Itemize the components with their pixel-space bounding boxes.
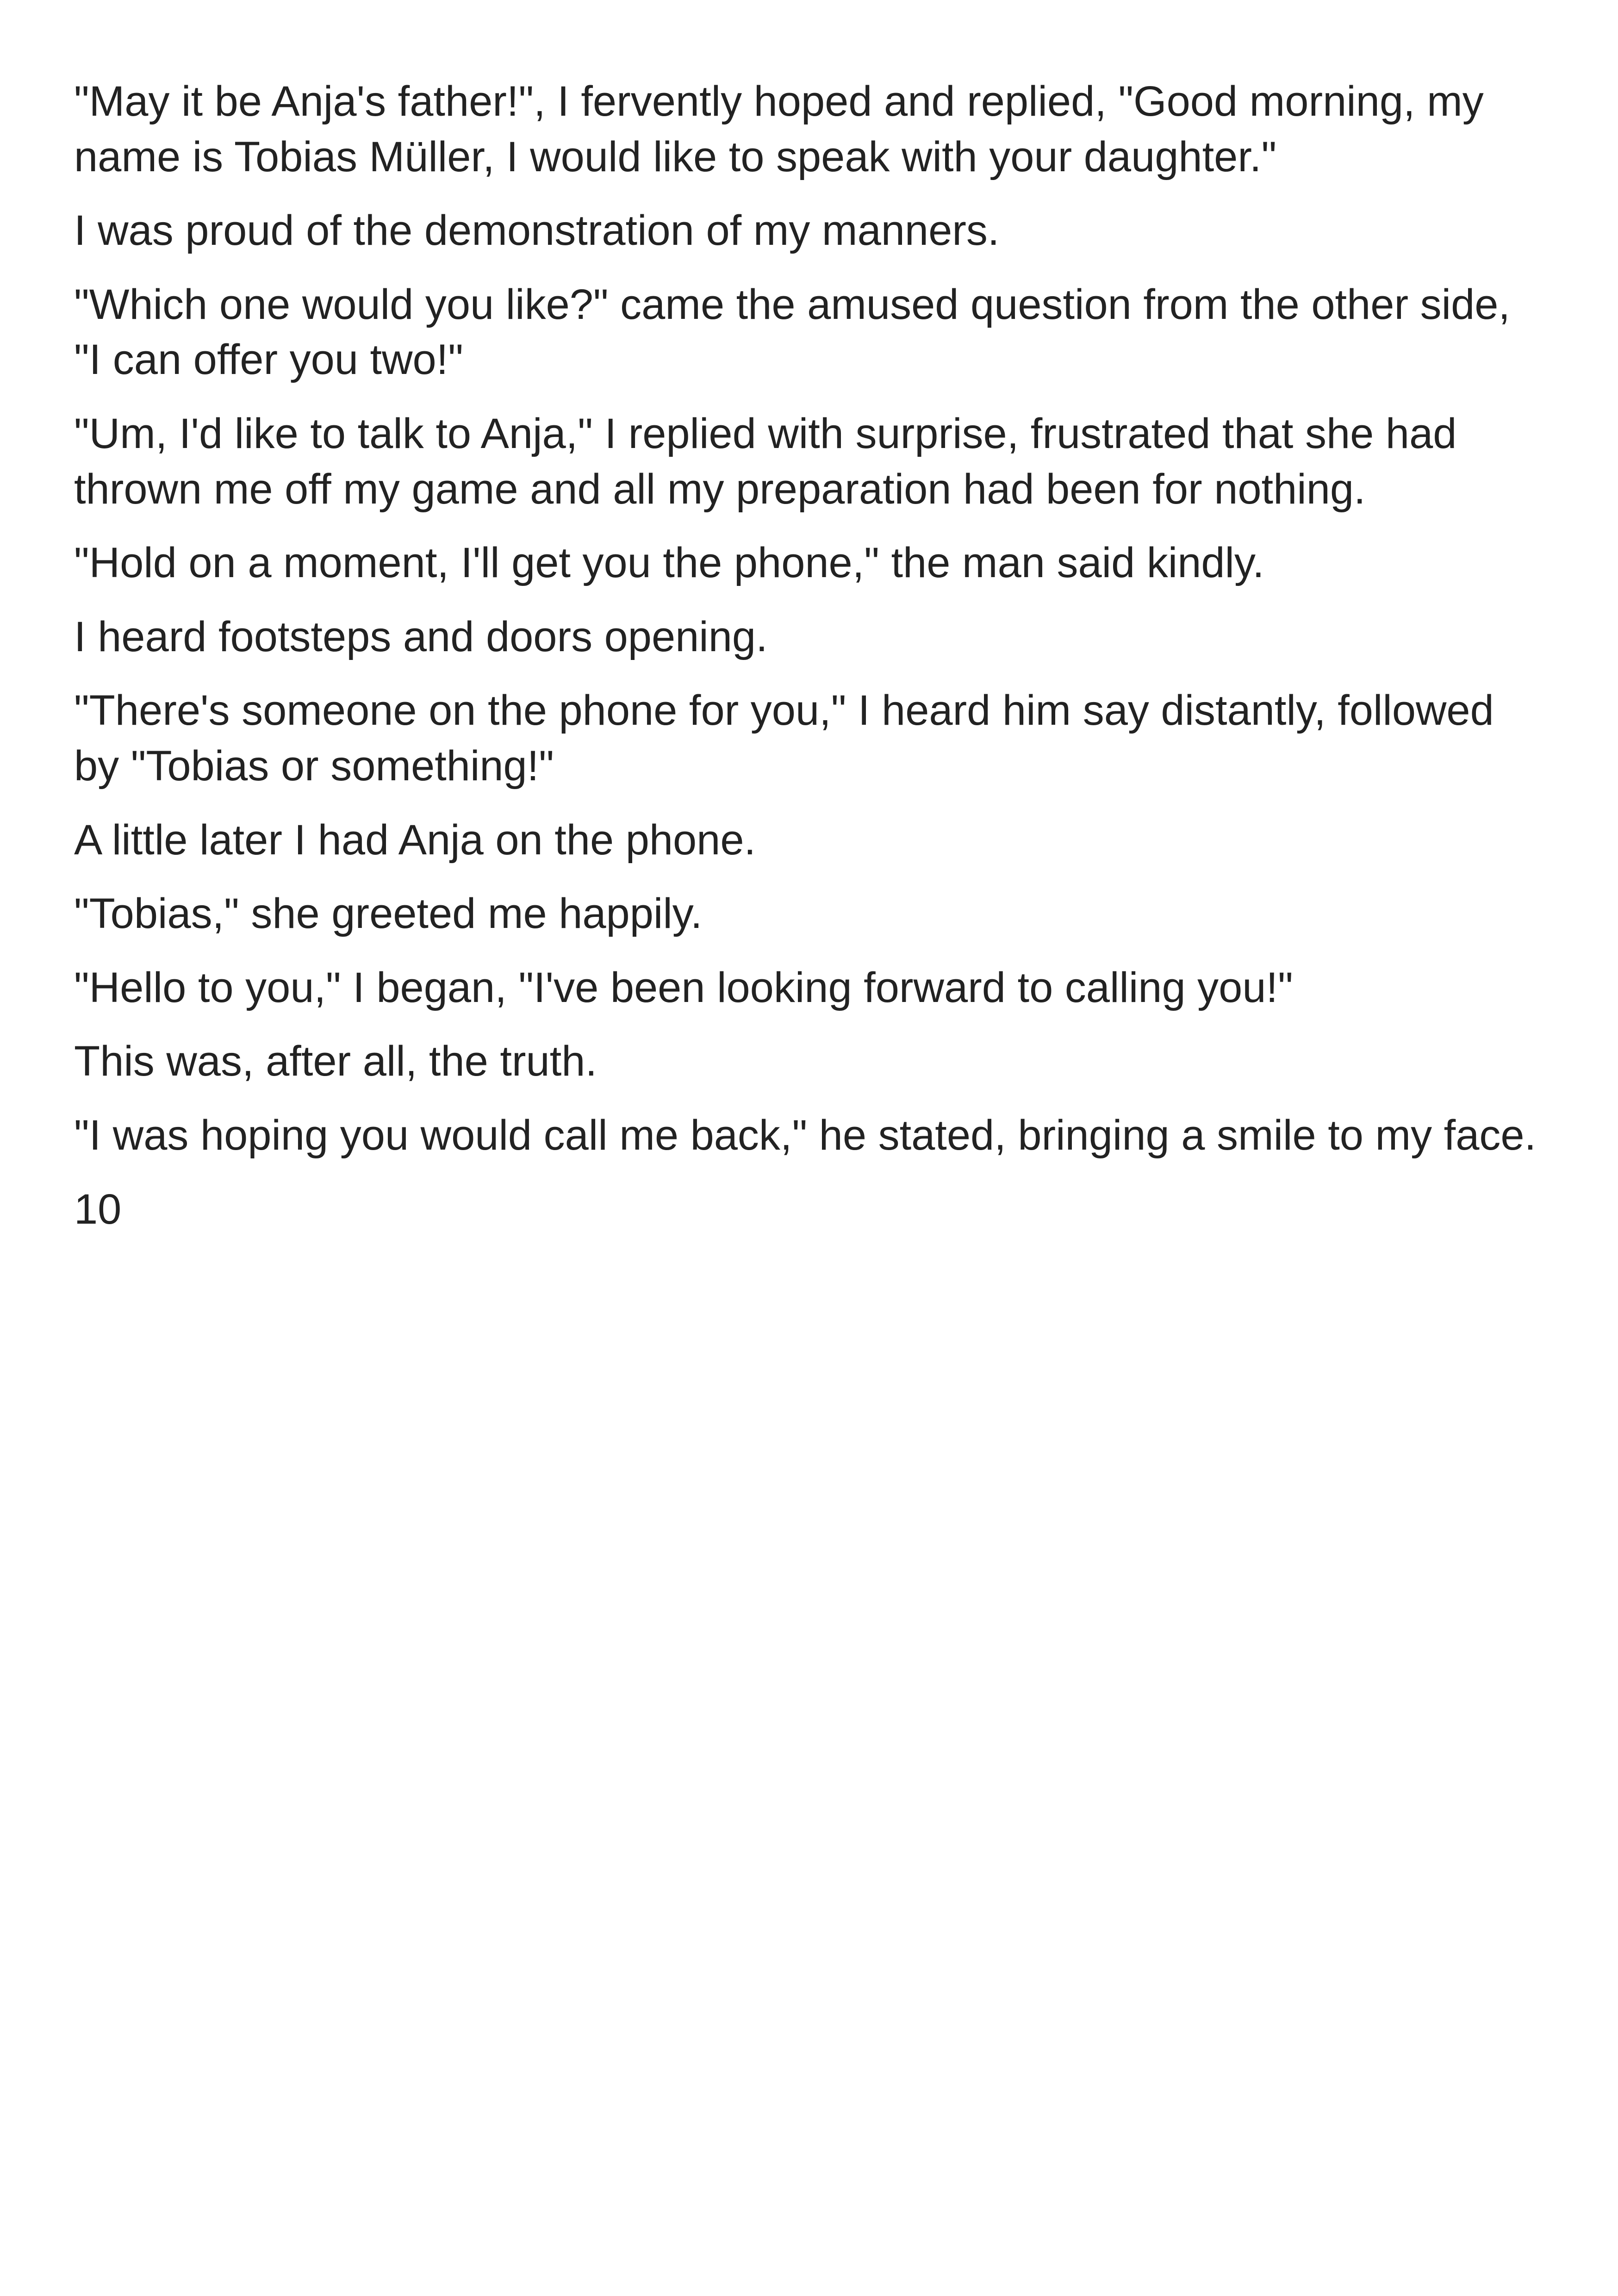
text-10: "Hello to you," I began, "I've been looking forward to calling you!" [74, 964, 1293, 1011]
text-12: "I was hoping you would call me back," he stated, bringing a smile to my face. [74, 1111, 1537, 1159]
text-11: This was, after all, the truth. [74, 1038, 597, 1085]
text-4: "Um, I'd like to talk to Anja," I replied with surprise, frustrated that she had thrown me off my game and all my preparation had been for nothing. [74, 410, 1457, 513]
text-6: I heard footsteps and doors opening. [74, 613, 768, 660]
text-2: I was proud of the demonstration of my manners. [74, 207, 1000, 255]
text-3: "Which one would you like?" came the amused question from the other side, "I can offer you two!" [74, 280, 1510, 384]
document [74, 74, 1544, 2222]
text-9: "Tobias," she greeted me happily. [74, 890, 703, 938]
text-8: A little later I had Anja on the phone. [74, 816, 756, 864]
text-13: 10 [74, 1185, 122, 1233]
text-1: "May it be Anja's father!", I fervently hoped and replied, "Good morning, my name is Tobias Müller, I would like to speak with your daughter." [74, 78, 1484, 180]
text-5: "Hold on a moment, I'll get you the phone," the man said kindly. [74, 539, 1264, 587]
text-7: "There's someone on the phone for you," I heard him say distantly, followed by "Tobias or something!" [74, 687, 1494, 790]
